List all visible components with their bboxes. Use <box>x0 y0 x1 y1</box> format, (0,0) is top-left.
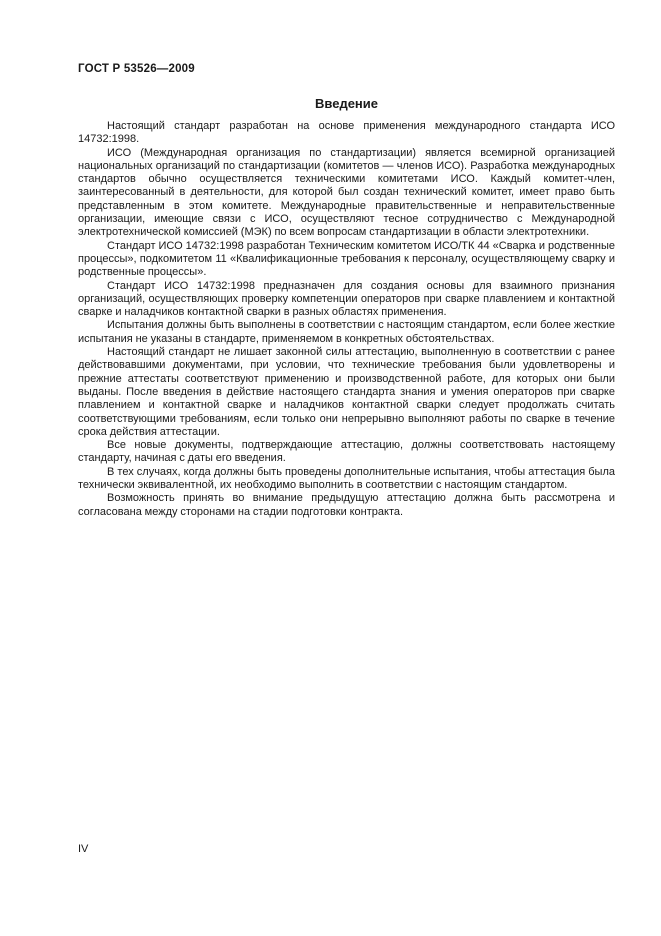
paragraph: ИСО (Международная организация по стандартизации) является всемирной организацией национальных организаций по стандартизации (комитетов — членов ИСО). Разработка международных стандартов обычно осуществляется техническими комитетами ИСО. Каждый комитет-член, заинтересованный в деятельности, для которой был создан технический комитет, имеет право быть представленным в этом комитете. Международные правительственные и неправительственные организации, имеющие связи с ИСО, осуществляют тесное сотрудничество с Международной электротехнической комиссией (МЭК) по всем вопросам стандартизации в области электротехники. <box>78 146 615 239</box>
paragraph: Все новые документы, подтверждающие аттестацию, должны соответствовать настоящему стандарту, начиная с даты его введения. <box>78 439 615 465</box>
document-code: ГОСТ Р 53526—2009 <box>78 63 195 75</box>
paragraph: В тех случаях, когда должны быть проведены дополнительные испытания, чтобы аттестация была технически эквивалентной, их необходимо выполнить в соответствии с настоящим стандартом. <box>78 465 615 492</box>
paragraph: Настоящий стандарт разработан на основе применения международного стандарта ИСО 14732:1998. <box>78 120 615 146</box>
paragraph: Стандарт ИСО 14732:1998 разработан Техническим комитетом ИСО/ТК 44 «Сварка и родственные процессы», подкомитетом 11 «Квалификационные требования к персоналу, осуществляющему сварку и родственные процессы». <box>78 239 615 279</box>
page-number: IV <box>78 843 89 855</box>
page-title: Введение <box>315 96 378 111</box>
paragraph: Возможность принять во внимание предыдущую аттестацию должна быть рассмотрена и согласована между сторонами на стадии подготовки контракта. <box>78 492 615 518</box>
paragraph: Стандарт ИСО 14732:1998 предназначен для создания основы для взаимного признания организаций, осуществляющих проверку компетенции операторов при сварке плавлением и контактной сварке и наладчиков контактной сварки в разных областях применения. <box>78 279 615 319</box>
body-text <box>78 120 615 519</box>
page-content <box>78 63 615 519</box>
paragraph: Настоящий стандарт не лишает законной силы аттестацию, выполненную в соответствии с ранее действовавшими документами, при условии, что технические требования были удовлетворены и прежние аттестаты соответствуют применению и производственной работе, для которых они были выданы. После введения в действие настоящего стандарта знания и умения операторов при сварке плавлением и контактной сварке и наладчиков контактной сварки следует продолжать считать соответствующими требованиям, если только они непрерывно выполняют работы по сварке в течение срока действия аттестации. <box>78 346 615 438</box>
paragraph: Испытания должны быть выполнены в соответствии с настоящим стандартом, если более жесткие испытания не указаны в стандарте, применяемом в конкретных обстоятельствах. <box>78 319 615 345</box>
